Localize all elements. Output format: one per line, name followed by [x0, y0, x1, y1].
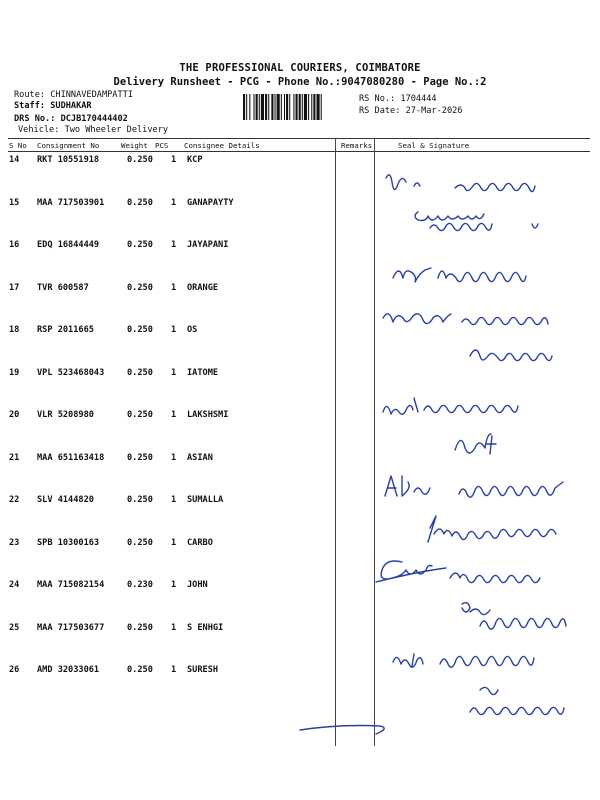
col-weight: Weight	[121, 141, 148, 150]
row-pcs: 1	[171, 325, 177, 335]
row-consignment-no: MAA 715082154	[37, 580, 105, 590]
row-weight: 0.250	[127, 665, 153, 675]
row-consignment-no: MAA 717503901	[37, 197, 105, 208]
row-sno: 25	[9, 622, 20, 633]
row-pcs: 1	[171, 197, 177, 208]
col-consignee: Consignee Details	[184, 141, 260, 150]
row-weight: 0.250	[127, 240, 153, 250]
row-consignee: JOHN	[187, 580, 208, 590]
row-consignment-no: AMD 32033061	[37, 665, 100, 675]
row-sno: 16	[9, 240, 20, 250]
row-consignment-no: TVR 600587	[37, 282, 89, 293]
row-weight: 0.250	[127, 325, 153, 335]
row-pcs: 1	[171, 367, 177, 378]
row-consignment-no: VPL 523468043	[37, 367, 105, 378]
row-consignment-no: MAA 717503677	[37, 622, 105, 633]
col-seal-signature: Seal & Signature	[398, 141, 470, 150]
staff-label: Staff: SUDHAKAR	[14, 101, 92, 111]
rs-number: RS No.: 1704444	[359, 94, 437, 104]
row-consignment-no: SPB 10300163	[37, 537, 100, 548]
row-sno: 26	[9, 665, 20, 675]
row-sno: 23	[9, 537, 20, 548]
rs-date: RS Date: 27-Mar-2026	[359, 106, 463, 116]
row-weight: 0.250	[127, 410, 153, 420]
row-pcs: 1	[171, 452, 177, 463]
row-consignee: SUMALLA	[187, 495, 224, 505]
runsheet-subtitle: Delivery Runsheet - PCG - Phone No.:9047080280 - Page No.:2	[113, 76, 487, 88]
row-weight: 0.250	[127, 495, 153, 505]
company-title: THE PROFESSIONAL COURIERS, COIMBATORE	[179, 62, 421, 74]
row-weight: 0.250	[127, 622, 153, 633]
row-sno: 19	[9, 367, 20, 378]
row-consignee: S ENHGI	[187, 622, 224, 633]
row-consignment-no: EDQ 16844449	[37, 240, 100, 250]
col-sno: S No	[9, 141, 27, 150]
row-pcs: 1	[171, 282, 177, 293]
drs-number: DRS No.: DCJB170444402	[14, 114, 128, 124]
col-remarks: Remarks	[341, 141, 373, 150]
row-sno: 20	[9, 410, 20, 420]
row-pcs: 1	[171, 410, 177, 420]
row-weight: 0.250	[127, 367, 153, 378]
row-consignment-no: MAA 651163418	[37, 452, 105, 463]
row-pcs: 1	[171, 622, 177, 633]
row-pcs: 1	[171, 665, 177, 675]
row-sno: 22	[9, 495, 20, 505]
row-sno: 24	[9, 580, 20, 590]
row-weight: 0.250	[127, 537, 153, 548]
row-consignee: ORANGE	[187, 282, 219, 293]
row-consignee: ASIAN	[187, 452, 213, 463]
row-weight: 0.230	[127, 580, 153, 590]
row-sno: 14	[9, 155, 20, 165]
vehicle-label: Vehicle: Two Wheeler Delivery	[18, 125, 169, 135]
row-consignee: CARBO	[187, 537, 213, 548]
row-consignment-no: RSP 2011665	[37, 325, 94, 335]
row-weight: 0.250	[127, 197, 153, 208]
row-consignee: SURESH	[187, 665, 219, 675]
row-weight: 0.250	[127, 155, 153, 165]
row-weight: 0.250	[127, 452, 153, 463]
row-sno: 17	[9, 282, 20, 293]
row-pcs: 1	[171, 240, 177, 250]
col-consignment: Consignment No	[37, 141, 100, 150]
row-sno: 15	[9, 197, 20, 208]
row-consignee: OS	[187, 325, 198, 335]
route-label: Route: CHINNAVEDAMPATTI	[14, 90, 133, 100]
row-consignee: GANAPAYTY	[187, 197, 234, 208]
row-pcs: 1	[171, 537, 177, 548]
row-pcs: 1	[171, 495, 177, 505]
row-weight: 0.250	[127, 282, 153, 293]
row-consignee: IATOME	[187, 367, 219, 378]
row-consignment-no: SLV 4144820	[37, 495, 94, 505]
row-sno: 21	[9, 452, 20, 463]
row-consignee: LAKSHSMI	[187, 410, 229, 420]
row-consignment-no: VLR 5208980	[37, 410, 94, 420]
row-pcs: 1	[171, 580, 177, 590]
row-consignee: KCP	[187, 155, 203, 165]
row-consignee: JAYAPANI	[187, 240, 229, 250]
row-sno: 18	[9, 325, 20, 335]
row-consignment-no: RKT 10551918	[37, 155, 100, 165]
col-pcs: PCS	[155, 141, 169, 150]
row-pcs: 1	[171, 155, 177, 165]
